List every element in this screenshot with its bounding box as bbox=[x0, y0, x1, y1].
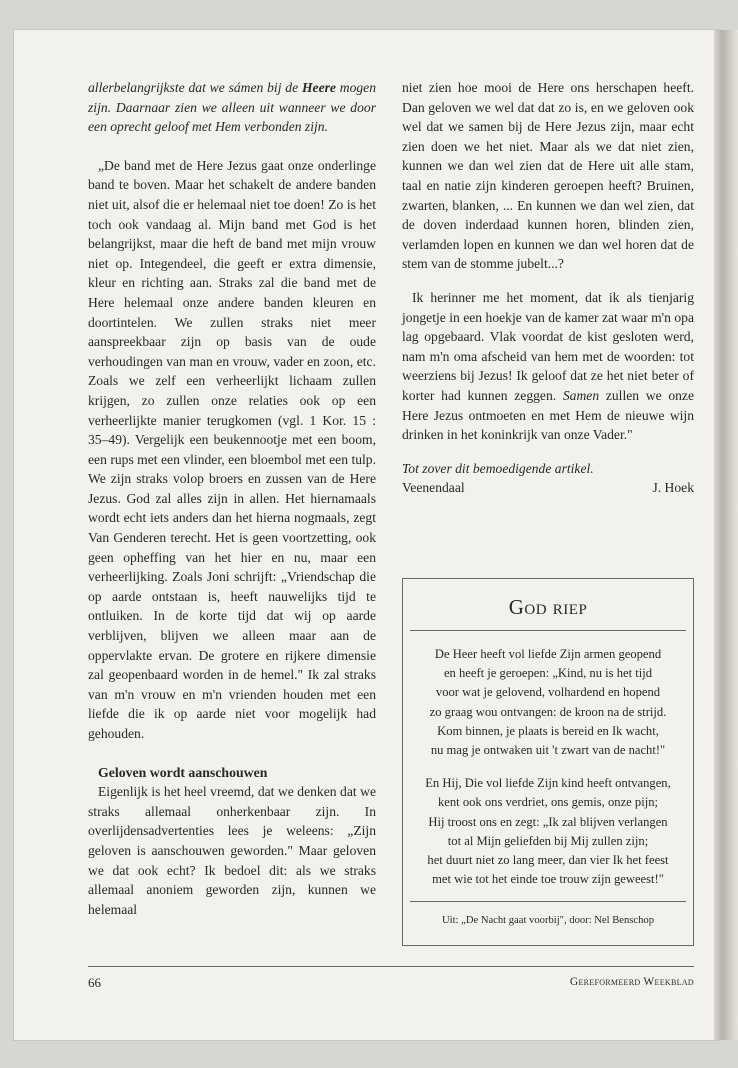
section-subheading: Geloven wordt aanschouwen bbox=[98, 764, 268, 780]
poem-line: kent ook ons verdriet, ons gemis, onze pijn; bbox=[437, 795, 658, 810]
paragraph-4-text-end: zullen we onze Here Jezus ontmoeten en met Hem de nieuwe wijn drinken in het koninkrijk van onze Vader." bbox=[402, 387, 695, 443]
body-paragraph-1: „De band met de Here Jezus gaat onze onderlinge band te boven. Maar het schakelt de andere banden niet uit, alsof die er helemaal niet toe doen! Zo is het toch ook vandaag al. Mijn band met God is het belangrijkst, maar die heft de band met mijn vrouw niet op. Integendeel, die geeft er extra dimensie, kleur en richting aan. Straks zal die band met de Here helemaal onze andere banden kleuren en doortintelen. We zullen straks niet meer aanspreekbaar zijn op basis van de oude verhoudingen van man en vrouw, vader en zoon, etc. Zoals we zelf een verheerlijkt lichaam zullen krijgen, zo zullen onze relaties ook op een verheerlijkte manier terugkomen (vgl. 1 Kor. 15 : 35–49). Vergelijk een beukennootje met een boom, een rups met een vlinder, een bloembol met een tulp. We zijn straks volop broers en zussen van de Here Jezus. God zal alles zijn in allen. Het hiernamaals wordt echt iets anders dan het hierna nogmaals, zegt Van Genderen terecht. Het is geen voortzetting, ook geen opheffing van het hier en nu, maar een verheerlijking. Zoals Joni schrijft: „Vriendschap die op aarde ontstaan is, heeft nauwelijks tijd te ontluiken. In de korte tijd dat wij op aarde verblijven, blijven we alleen maar aan de oppervlakte ervan. De grotere en rijkere dimensie zal geopenbaard worden in de hemel." Ik zal straks van m'n vrouw en m'n vrienden houden met een liefde die ik op aarde niet voor mogelijk had gehouden. bbox=[88, 157, 376, 741]
body-paragraph-4 bbox=[402, 288, 694, 445]
intro-emphasis: Heere bbox=[301, 80, 336, 95]
right-column bbox=[402, 78, 694, 498]
intro-text-2: mogen zijn. Daarnaar zien we alleen uit wanneer we door een oprecht geloof met Hem verbonden zijn. bbox=[88, 80, 376, 135]
poem-line: Kom binnen, je plaats is bereid en Ik wacht, bbox=[437, 723, 659, 738]
poem-box bbox=[402, 578, 694, 946]
footer-rule bbox=[88, 966, 694, 967]
poem-credit: Uit: „De Nacht gaat voorbij", door: Nel Benschop bbox=[441, 915, 655, 927]
poem-line: Hij troost ons en zegt: „Ik zal blijven verlangen bbox=[428, 814, 668, 829]
poem-stanza-1 bbox=[403, 645, 693, 760]
place-name: Veenendaal bbox=[402, 480, 465, 496]
body-paragraph-3: niet zien hoe mooi de Here ons herschapen heeft. Dan geloven we wel dat dat zo is, en we geloven ook wel dat we samen bij de Here Jezus zijn, maar echt zien doen we het niet. Maar als we dat niet zien, kunnen we dan wel zien dat de Here uit alle stam, taal en natie zijn kinderen geroepen heeft? Bruinen, zwarten, blanken, ... En kunnen we dan wel zien, dat de doven inderdaad kunnen horen, blinden zien, verlamden lopen en kunnen we dan wel horen dat de stem van de stomme jubelt...? bbox=[402, 80, 694, 272]
signature-row bbox=[402, 478, 694, 498]
closing-line: Tot zover dit bemoedigende artikel. bbox=[402, 460, 594, 476]
intro-text-1: allerbelangrijkste dat we sámen bij de bbox=[88, 80, 302, 95]
author-name: J. Hoek bbox=[652, 480, 694, 496]
poem-line: zo graag wou ontvangen: de kroon na de strijd. bbox=[429, 704, 667, 719]
poem-line: het duurt niet zo lang meer, dan vier Ik het feest bbox=[427, 853, 669, 868]
poem-divider-bottom bbox=[410, 901, 686, 902]
poem-line: en heeft je geroepen: „Kind, nu is het tijd bbox=[443, 666, 653, 681]
paragraph-4-text: Ik herinner me het moment, dat ik als tienjarig jongetje in een hoekje van de kamer zat waar m'n opa lag opgebaard. Vlak voordat de kist gesloten werd, nam m'n oma afscheid van hem met de woorden: tot weerziens bij Jezus! Ik geloof dat ze het niet beter of korter had kunnen zeggen. bbox=[402, 289, 694, 403]
body-paragraph-2: Eigenlijk is het heel vreemd, dat we denken dat we straks allemaal onherkenbaar zijn. In overlijdensadvertenties lees je weleens: „Zijn geloven is aanschouwen geworden." Maar geloven we dat ook echt? Ik bedoel dit: als we straks allemaal anoniem geworden zijn, kunnen we helemaal bbox=[88, 784, 376, 917]
poem-line: En Hij, Die vol liefde Zijn kind heeft ontvangen, bbox=[425, 776, 671, 791]
left-column bbox=[88, 78, 376, 919]
poem-line: met wie tot het einde toe trouw zijn geweest!" bbox=[432, 872, 664, 887]
poem-line: nu mag je ontwaken uit 't zwart van de nacht!" bbox=[430, 743, 666, 758]
poem-stanza-2 bbox=[403, 774, 693, 889]
publication-name: Gereformeerd Weekblad bbox=[569, 976, 694, 988]
paragraph-4-emphasis: Samen bbox=[562, 387, 600, 403]
poem-divider bbox=[410, 630, 686, 631]
poem-line: tot al Mijn geliefden bij Mij zullen zijn; bbox=[447, 833, 649, 848]
page-number: 66 bbox=[88, 975, 101, 990]
intro-paragraph bbox=[88, 78, 376, 137]
poem-line: voor wat je gelovend, volhardend en hopend bbox=[435, 685, 661, 700]
poem-line: De Heer heeft vol liefde Zijn armen geopend bbox=[434, 647, 662, 661]
binding-gutter bbox=[714, 30, 738, 1040]
poem-title: God riep bbox=[508, 595, 588, 619]
